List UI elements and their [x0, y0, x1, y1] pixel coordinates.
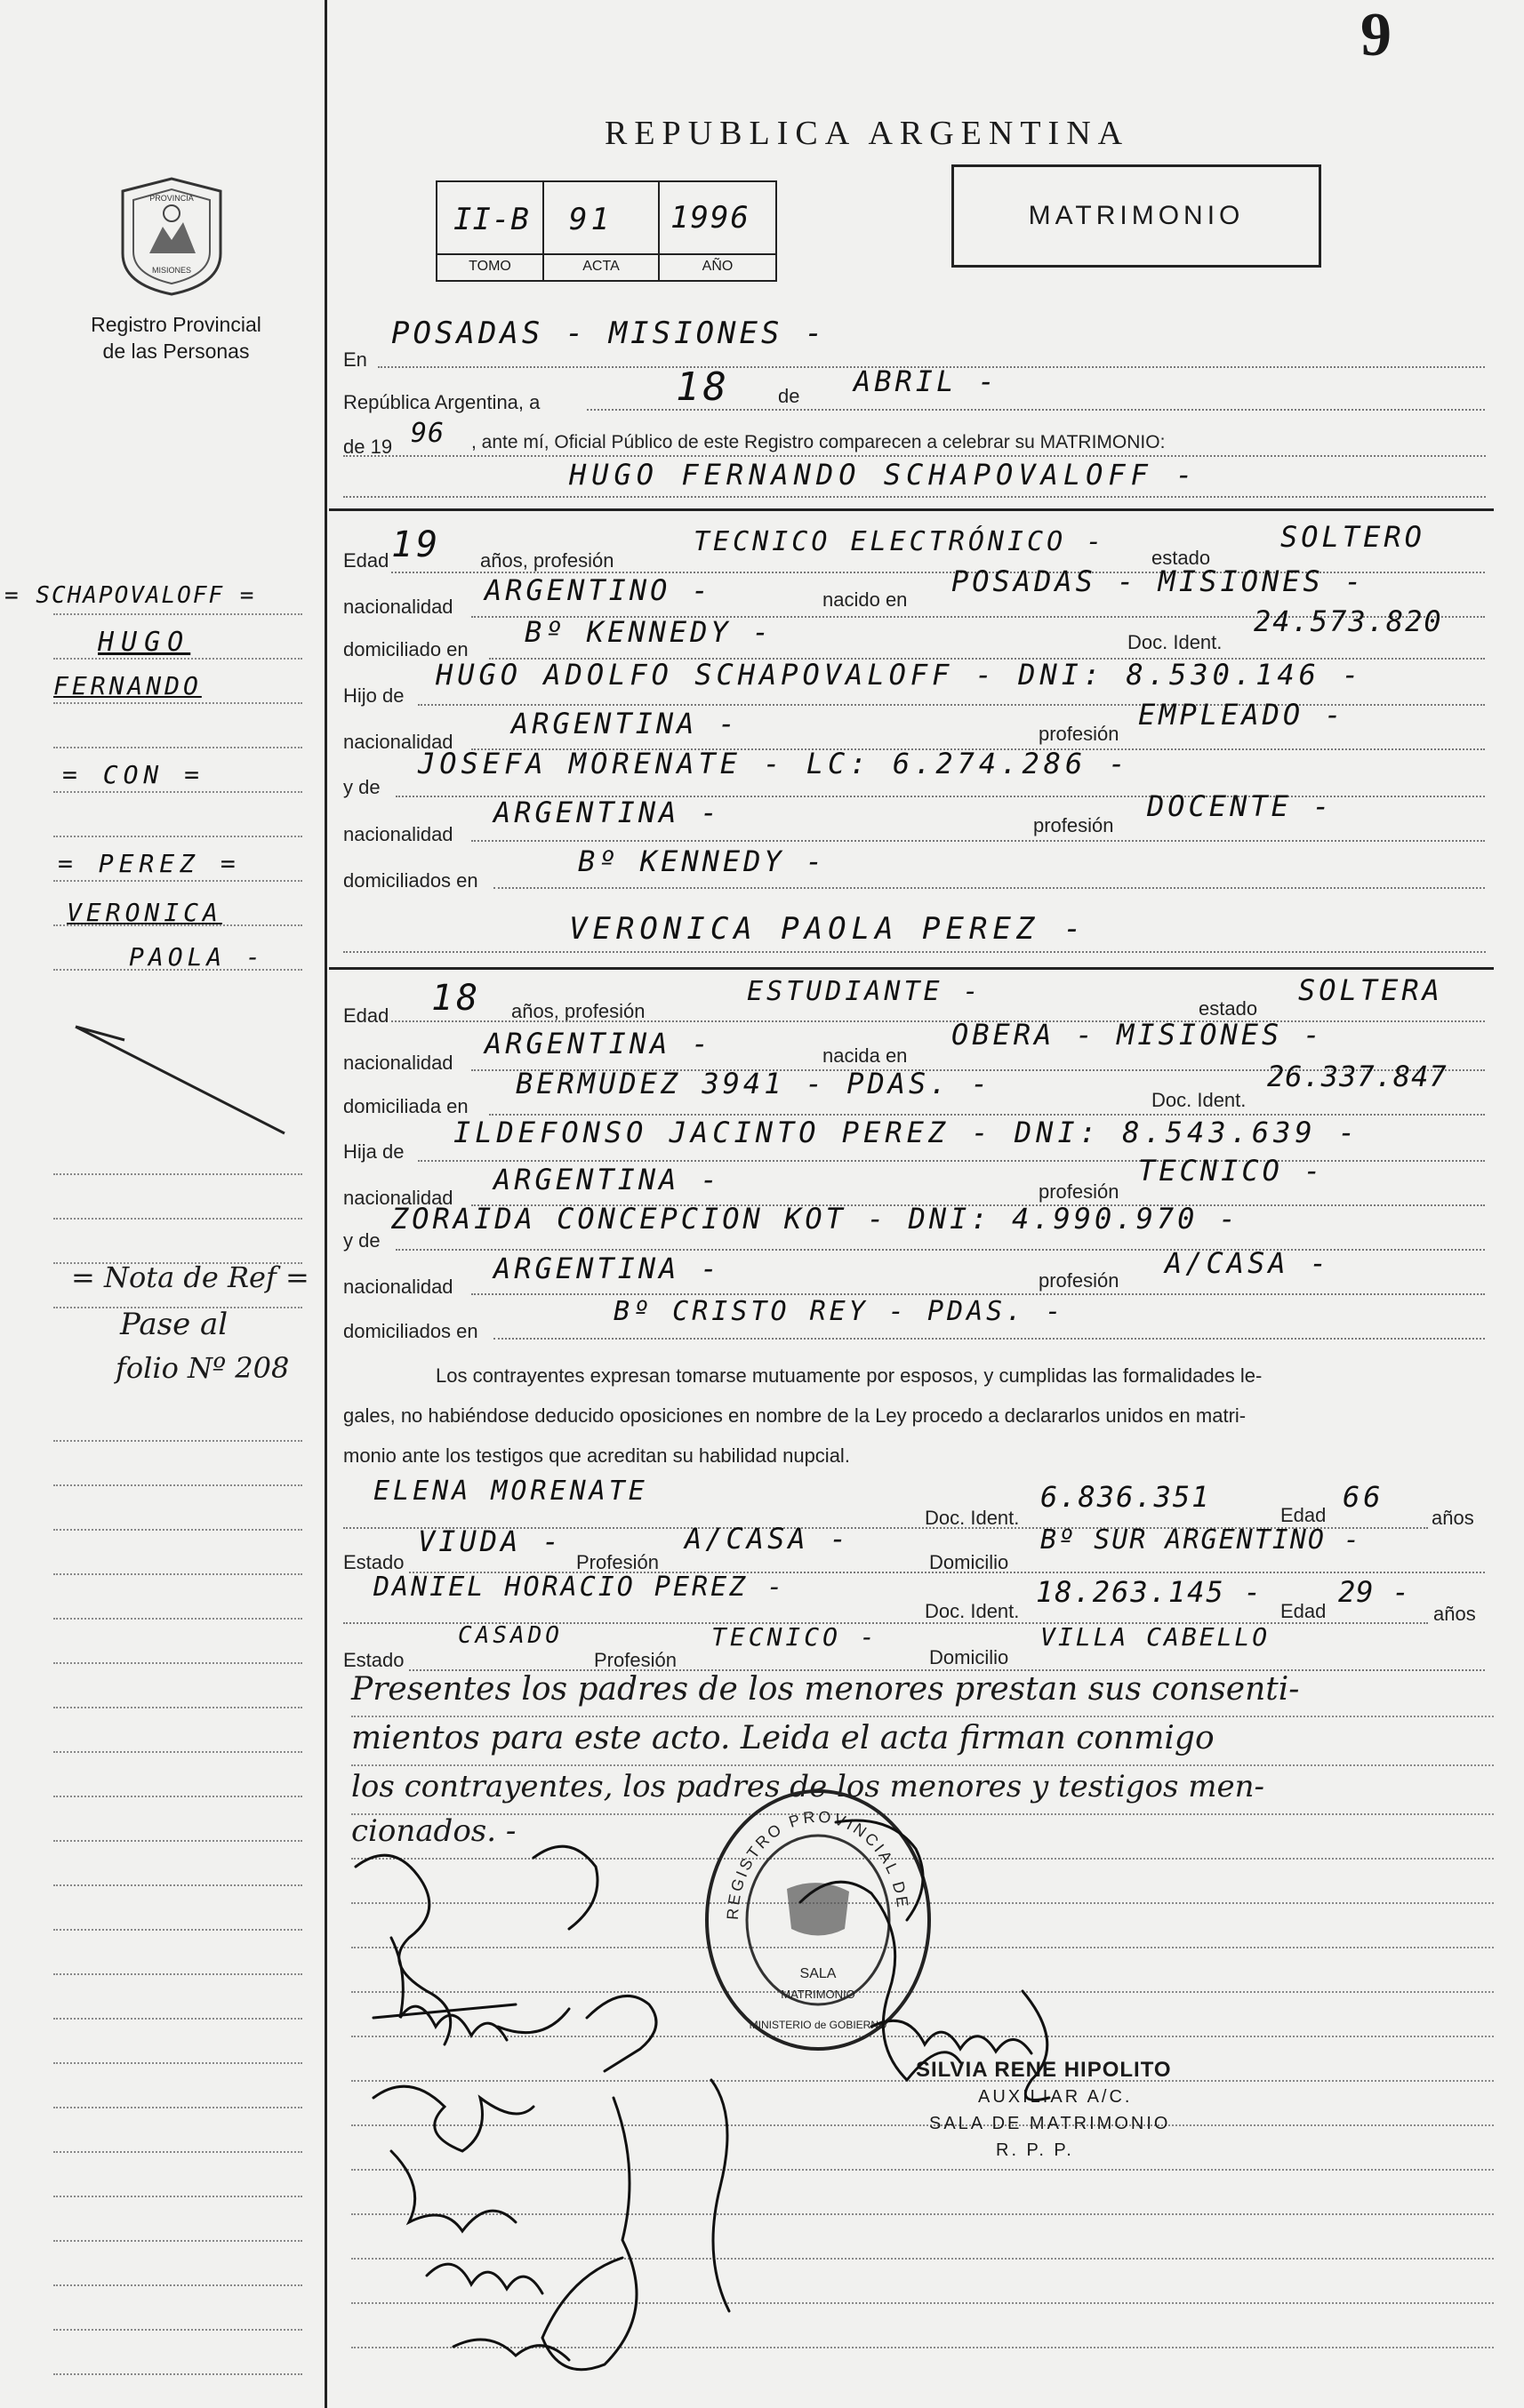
bride-profession: ESTUDIANTE - — [747, 976, 983, 1007]
acta-label: ACTA — [544, 253, 658, 275]
registry-name-line1: Registro Provincial — [91, 313, 261, 336]
groom-mother-nacionalidad-label: nacionalidad — [343, 823, 453, 845]
signatures — [338, 1813, 1227, 2400]
witness2-doc-label: Doc. Ident. — [925, 1600, 1020, 1622]
bride-domiciliada-label: domiciliada en — [343, 1095, 469, 1117]
seal-text-bottom: MISIONES — [151, 266, 192, 275]
witness2-estado-label: Estado — [343, 1649, 405, 1671]
day: 18 — [676, 364, 730, 410]
margin-line4: = CON = — [62, 760, 205, 789]
tomo-value: II-B — [453, 202, 530, 237]
groom-birthplace: POSADAS - MISIONES - — [951, 564, 1366, 598]
bride-edad-label: Edad — [343, 1004, 389, 1027]
witness1-age: 66 — [1343, 1480, 1384, 1514]
bride-father-nationality: ARGENTINA - — [493, 1163, 721, 1196]
witness2-estado: CASADO — [458, 1622, 563, 1649]
groom-father-profession: EMPLEADO - — [1138, 698, 1345, 732]
year-prefix: de 19 — [343, 436, 393, 458]
official-title: AUXILIAR A/C. — [978, 2087, 1133, 2107]
acta-value: 91 — [569, 202, 613, 237]
groom-y-de-label: y de — [343, 776, 381, 798]
en-label: En — [343, 348, 367, 371]
notes-line4: cionados. - — [351, 1813, 517, 1849]
official-office: SALA DE MATRIMONIO — [929, 2114, 1171, 2133]
margin-note3: folio Nº 208 — [116, 1351, 290, 1385]
groom-doc-label: Doc. Ident. — [1127, 631, 1223, 653]
witness2-anos-label: años — [1433, 1603, 1476, 1625]
republica-label: República Argentina, a — [343, 391, 541, 413]
groom-address: Bº KENNEDY - — [525, 615, 774, 649]
groom-edad-label: Edad — [343, 549, 389, 572]
page-number: 9 — [1360, 1, 1392, 69]
bride-estado-label: estado — [1199, 997, 1258, 1020]
notes-line2: mientos para este acto. Leida el acta firman conmigo — [351, 1720, 1215, 1756]
groom-mother-profesion-label: profesión — [1033, 814, 1114, 836]
act-type-box — [951, 164, 1321, 268]
groom-father: HUGO ADOLFO SCHAPOVALOFF - DNI: 8.530.146 - — [436, 658, 1364, 692]
declaration-line3: monio ante los testigos que acreditan su habilidad nupcial. — [343, 1444, 850, 1467]
official-org: R. P. P. — [996, 2140, 1074, 2160]
declaration-line2: gales, no habiéndose deducido oposiciones en nombre de la Ley procedo a declararlos unidos en matri- — [343, 1404, 1247, 1427]
witness1-domicilio-label: Domicilio — [929, 1551, 1009, 1573]
bride-nacida-label: nacida en — [822, 1044, 908, 1067]
bride-father-nacionalidad-label: nacionalidad — [343, 1187, 453, 1209]
margin-strike-line — [71, 1022, 293, 1138]
bride-father-profession: TECNICO - — [1138, 1154, 1325, 1188]
witness1-profession: A/CASA - — [685, 1522, 851, 1556]
bride-mother-nationality: ARGENTINA - — [493, 1252, 721, 1285]
witness2-doc: 18.263.145 - — [1036, 1575, 1263, 1609]
witness1-domicile: Bº SUR ARGENTINO - — [1040, 1524, 1362, 1556]
bride-mother-profesion-label: profesión — [1039, 1269, 1119, 1292]
de-label: de — [778, 385, 800, 407]
groom-doc: 24.573.820 — [1254, 604, 1443, 638]
groom-father-nacionalidad-label: nacionalidad — [343, 731, 453, 753]
groom-age: 19 — [391, 524, 442, 565]
groom-father-profesion-label: profesión — [1039, 723, 1119, 745]
anio-label: AÑO — [660, 253, 775, 275]
margin-line1: = SCHAPOVALOFF = — [4, 582, 256, 609]
groom-domiciliado-label: domiciliado en — [343, 638, 469, 660]
bride-domiciliados-label: domiciliados en — [343, 1320, 478, 1342]
groom-nationality: ARGENTINO - — [485, 573, 712, 607]
bride-anos-profesion: años, profesión — [511, 1000, 646, 1022]
stamp-outer-text: REGISTRO PROVINCIAL DE — [723, 1807, 912, 1921]
groom-nacionalidad-label: nacionalidad — [343, 596, 453, 618]
bride-y-de-label: y de — [343, 1229, 381, 1252]
groom-full-name: HUGO FERNANDO SCHAPOVALOFF - — [569, 458, 1199, 492]
bride-mother-nacionalidad-label: nacionalidad — [343, 1276, 453, 1298]
witness1-profesion-label: Profesión — [576, 1551, 659, 1573]
groom-estado: SOLTERO — [1280, 520, 1425, 554]
witness2-domicile: VILLA CABELLO — [1040, 1622, 1271, 1652]
place: POSADAS - MISIONES - — [391, 316, 827, 351]
bride-nacionalidad-label: nacionalidad — [343, 1052, 453, 1074]
bride-mother-profession: A/CASA - — [1165, 1246, 1331, 1280]
country-title: REPUBLICA ARGENTINA — [605, 115, 1130, 152]
witness1-anos-label: años — [1432, 1507, 1474, 1529]
witness2-profession: TECNICO - — [711, 1622, 878, 1652]
stamp-ministry: MINISTERIO de GOBIERNO — [749, 2019, 887, 2031]
bride-estado: SOLTERA — [1298, 973, 1443, 1007]
bride-doc: 26.337.847 — [1267, 1060, 1448, 1093]
act-type-label: MATRIMONIO — [1028, 201, 1245, 230]
witness1-name: ELENA MORENATE — [373, 1476, 648, 1507]
tomo-cell — [437, 182, 544, 280]
acta-cell — [544, 182, 660, 280]
witness2-profesion-label: Profesión — [594, 1649, 677, 1671]
groom-profession: TECNICO ELECTRÓNICO - — [694, 526, 1106, 557]
groom-parents-address: Bº KENNEDY - — [578, 844, 827, 878]
bride-father-profesion-label: profesión — [1039, 1180, 1119, 1203]
anio-value: 1996 — [670, 200, 750, 236]
groom-domiciliados-label: domiciliados en — [343, 869, 478, 892]
intro-text: , ante mí, Oficial Público de este Registro comparecen a celebrar su MATRIMONIO: — [471, 432, 1166, 452]
bride-father: ILDEFONSO JACINTO PEREZ - DNI: 8.543.639 - — [453, 1116, 1360, 1149]
bride-doc-label: Doc. Ident. — [1151, 1089, 1247, 1111]
notes-line1: Presentes los padres de los menores prestan sus consenti- — [351, 1671, 1300, 1708]
groom-anos-profesion: años, profesión — [480, 549, 614, 572]
bride-hija-label: Hija de — [343, 1140, 405, 1163]
bride-nationality: ARGENTINA - — [485, 1027, 712, 1060]
margin-line5: = PEREZ = — [58, 849, 241, 878]
witness2-edad-label: Edad — [1280, 1600, 1327, 1622]
witness1-doc: 6.836.351 — [1040, 1480, 1211, 1514]
margin-rule — [325, 0, 327, 2408]
witness1-estado: VIUDA - — [418, 1524, 563, 1558]
witness2-age: 29 - — [1338, 1575, 1411, 1609]
witness1-edad-label: Edad — [1280, 1504, 1327, 1526]
margin-line3: FERNANDO — [53, 671, 202, 700]
margin-line2: HUGO — [98, 627, 191, 658]
anio-cell — [660, 182, 775, 280]
tomo-label: TOMO — [437, 253, 542, 275]
margin-note1: = Nota de Ref = — [71, 1260, 309, 1294]
seal-text-top: PROVINCIA — [149, 194, 194, 203]
year-suffix: 96 — [411, 418, 445, 449]
witness2-name: DANIEL HORACIO PEREZ - — [373, 1572, 786, 1603]
bride-parents-address: Bº CRISTO REY - PDAS. - — [614, 1296, 1065, 1327]
bride-birthplace: OBERA - MISIONES - — [951, 1018, 1324, 1052]
registry-name-line2: de las Personas — [102, 340, 250, 363]
groom-estado-label: estado — [1151, 547, 1211, 569]
declaration-line1: Los contrayentes expresan tomarse mutuamente por esposos, y cumplidas las formalidades le- — [436, 1364, 1263, 1387]
month: ABRIL - — [854, 364, 999, 398]
groom-mother: JOSEFA MORENATE - LC: 6.274.286 - — [418, 747, 1130, 780]
stamp-inner-top: SALA — [799, 1966, 837, 1981]
witness1-doc-label: Doc. Ident. — [925, 1507, 1020, 1529]
witness1-estado-label: Estado — [343, 1551, 405, 1573]
margin-line6: VERONICA — [67, 898, 222, 927]
groom-hijo-label: Hijo de — [343, 684, 405, 707]
bride-address: BERMUDEZ 3941 - PDAS. - — [516, 1067, 992, 1100]
witness2-domicilio-label: Domicilio — [929, 1646, 1009, 1668]
notes-line3: los contrayentes, los padres de los menores y testigos men- — [351, 1769, 1264, 1804]
bride-full-name: VERONICA PAOLA PEREZ - — [569, 911, 1087, 947]
margin-note2: Pase al — [120, 1307, 229, 1342]
bride-mother: ZORAIDA CONCEPCION KOT - DNI: 4.990.970 - — [391, 1202, 1239, 1236]
stamp-inner-bottom: MATRIMONIO — [781, 1988, 855, 2001]
bride-age: 18 — [431, 978, 482, 1019]
official-name: SILVIA RENE HIPOLITO — [916, 2058, 1172, 2082]
groom-mother-profession: DOCENTE - — [1147, 789, 1334, 823]
groom-father-nationality: ARGENTINA - — [511, 707, 739, 740]
record-box — [436, 180, 777, 282]
groom-mother-nationality: ARGENTINA - — [493, 796, 721, 829]
registry-seal — [114, 173, 229, 298]
margin-line7: PAOLA - — [129, 942, 266, 972]
groom-nacido-label: nacido en — [822, 588, 908, 611]
